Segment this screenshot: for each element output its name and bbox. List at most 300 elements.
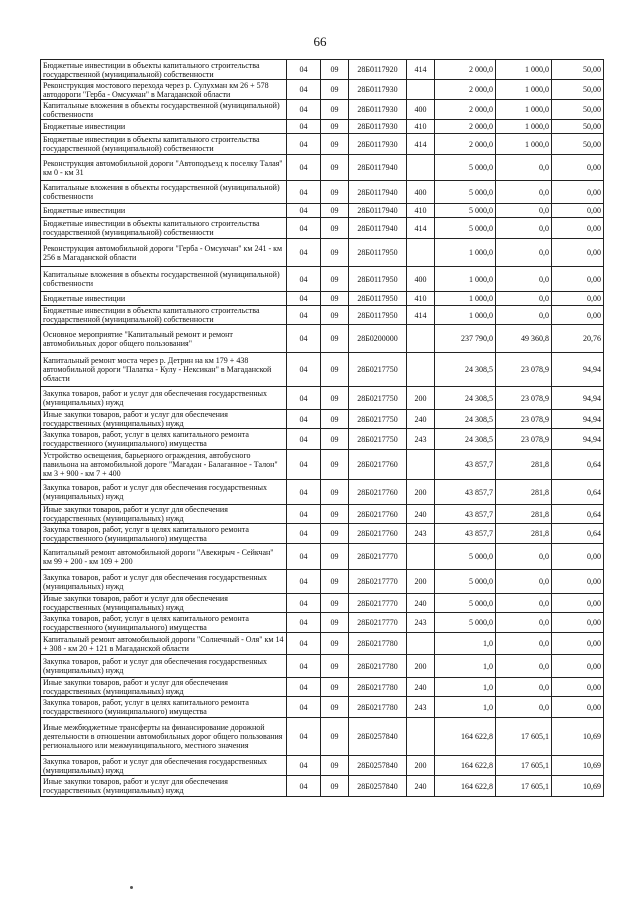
row-section: 04 [287,633,321,655]
row-planned-amount: 5 000,0 [435,181,496,204]
row-percent: 0,00 [552,613,604,633]
table-row [41,267,604,292]
row-name: Закупка товаров, работ и услуг для обеспечения государственных (муниципальных) нужд [41,655,287,678]
row-name: Иные закупки товаров, работ и услуг для обеспечения государственных (муниципальных) нужд [41,776,287,797]
row-expense-type [407,450,435,480]
row-name: Закупка товаров, работ, услуг в целях капитального ремонта государственного (муниципального) имущества [41,429,287,450]
row-planned-amount: 5 000,0 [435,155,496,181]
row-percent: 0,00 [552,678,604,697]
row-section: 04 [287,387,321,410]
row-subsection: 09 [321,524,349,544]
table-row [41,353,604,387]
row-name: Закупка товаров, работ и услуг для обеспечения государственных (муниципальных) нужд [41,756,287,776]
row-planned-amount: 1 000,0 [435,292,496,306]
table-row [41,181,604,204]
row-expense-type: 414 [407,218,435,239]
row-subsection: 09 [321,60,349,80]
row-percent: 0,64 [552,450,604,480]
table-row [41,292,604,306]
row-percent: 0,00 [552,655,604,678]
table-row [41,697,604,718]
row-name: Капитальные вложения в объекты государственной (муниципальной) собственности [41,100,287,120]
row-percent: 0,00 [552,239,604,267]
table-row [41,155,604,181]
row-section: 04 [287,80,321,100]
row-planned-amount: 2 000,0 [435,134,496,155]
row-target-code: 28Б0217780 [349,655,407,678]
row-target-code: 28Б0217770 [349,544,407,570]
row-expense-type: 240 [407,505,435,524]
row-section: 04 [287,306,321,325]
row-section: 04 [287,204,321,218]
row-target-code: 28Б0217760 [349,524,407,544]
row-planned-amount: 164 622,8 [435,718,496,756]
row-name: Иные закупки товаров, работ и услуг для обеспечения государственных (муниципальных) нужд [41,505,287,524]
row-percent: 20,76 [552,325,604,353]
row-expense-type: 243 [407,697,435,718]
row-expense-type: 400 [407,181,435,204]
row-planned-amount: 5 000,0 [435,594,496,613]
table-row [41,410,604,429]
row-subsection: 09 [321,718,349,756]
row-name: Иные закупки товаров, работ и услуг для обеспечения государственных (муниципальных) нужд [41,678,287,697]
row-planned-amount: 24 308,5 [435,429,496,450]
row-percent: 0,00 [552,181,604,204]
row-section: 04 [287,594,321,613]
row-planned-amount: 5 000,0 [435,613,496,633]
row-expense-type: 243 [407,429,435,450]
row-percent: 0,00 [552,570,604,594]
row-target-code: 28Б0217760 [349,505,407,524]
row-percent: 94,94 [552,429,604,450]
row-section: 04 [287,544,321,570]
row-expense-type: 414 [407,60,435,80]
row-percent: 50,00 [552,120,604,134]
row-planned-amount: 24 308,5 [435,410,496,429]
row-actual-amount: 281,8 [496,505,552,524]
row-subsection: 09 [321,544,349,570]
row-section: 04 [287,267,321,292]
table-row [41,306,604,325]
row-expense-type: 240 [407,776,435,797]
row-subsection: 09 [321,218,349,239]
row-expense-type: 200 [407,655,435,678]
row-percent: 0,00 [552,218,604,239]
row-actual-amount: 0,0 [496,697,552,718]
row-subsection: 09 [321,756,349,776]
row-percent: 0,64 [552,524,604,544]
row-section: 04 [287,655,321,678]
row-percent: 0,00 [552,697,604,718]
row-percent: 0,00 [552,594,604,613]
row-actual-amount: 0,0 [496,292,552,306]
row-actual-amount: 0,0 [496,613,552,633]
row-target-code: 28Б0200000 [349,325,407,353]
table-row [41,756,604,776]
row-subsection: 09 [321,410,349,429]
row-percent: 50,00 [552,60,604,80]
row-target-code: 28Б0217780 [349,678,407,697]
row-planned-amount: 164 622,8 [435,756,496,776]
table-row [41,633,604,655]
row-actual-amount: 0,0 [496,267,552,292]
row-percent: 10,69 [552,718,604,756]
row-section: 04 [287,613,321,633]
row-actual-amount: 281,8 [496,450,552,480]
row-section: 04 [287,697,321,718]
row-planned-amount: 43 857,7 [435,524,496,544]
row-section: 04 [287,353,321,387]
row-actual-amount: 1 000,0 [496,120,552,134]
row-expense-type: 414 [407,134,435,155]
row-actual-amount: 0,0 [496,570,552,594]
scan-speck [130,886,133,889]
row-name: Реконструкция автомобильной дороги "Герба - Омсукчан" км 241 - км 256 в Магаданской области [41,239,287,267]
table-row [41,480,604,505]
row-actual-amount: 1 000,0 [496,80,552,100]
row-section: 04 [287,181,321,204]
row-target-code: 28Б0217780 [349,633,407,655]
row-section: 04 [287,292,321,306]
row-name: Бюджетные инвестиции в объекты капитального строительства государственной (муниципальной) собственности [41,60,287,80]
row-name: Закупка товаров, работ и услуг для обеспечения государственных (муниципальных) нужд [41,570,287,594]
row-subsection: 09 [321,100,349,120]
row-name: Капитальные вложения в объекты государственной (муниципальной) собственности [41,181,287,204]
row-expense-type [407,353,435,387]
row-planned-amount: 237 790,0 [435,325,496,353]
row-actual-amount: 0,0 [496,655,552,678]
table-row [41,218,604,239]
row-percent: 0,00 [552,544,604,570]
row-planned-amount: 1 000,0 [435,239,496,267]
row-percent: 10,69 [552,756,604,776]
row-actual-amount: 23 078,9 [496,429,552,450]
row-name: Закупка товаров, работ, услуг в целях капитального ремонта государственного (муниципального) имущества [41,697,287,718]
row-subsection: 09 [321,633,349,655]
row-actual-amount: 0,0 [496,204,552,218]
row-target-code: 28Б0117940 [349,155,407,181]
row-expense-type: 243 [407,613,435,633]
table-row [41,678,604,697]
row-subsection: 09 [321,204,349,218]
row-actual-amount: 23 078,9 [496,410,552,429]
row-subsection: 09 [321,429,349,450]
table-row [41,594,604,613]
table-row [41,80,604,100]
table-row [41,325,604,353]
row-percent: 94,94 [552,387,604,410]
row-planned-amount: 43 857,7 [435,505,496,524]
row-planned-amount: 1,0 [435,633,496,655]
row-subsection: 09 [321,387,349,410]
row-actual-amount: 1 000,0 [496,134,552,155]
row-name: Иные закупки товаров, работ и услуг для обеспечения государственных (муниципальных) нужд [41,594,287,613]
row-subsection: 09 [321,594,349,613]
row-subsection: 09 [321,353,349,387]
row-section: 04 [287,60,321,80]
row-subsection: 09 [321,570,349,594]
row-percent: 0,00 [552,155,604,181]
row-subsection: 09 [321,239,349,267]
row-expense-type: 410 [407,120,435,134]
row-actual-amount: 0,0 [496,678,552,697]
row-name: Основное мероприятие "Капитальный ремонт и ремонт автомобильных дорог общего пользования" [41,325,287,353]
row-target-code: 28Б0257840 [349,718,407,756]
row-planned-amount: 1 000,0 [435,306,496,325]
row-planned-amount: 2 000,0 [435,60,496,80]
table-row [41,387,604,410]
row-percent: 50,00 [552,100,604,120]
row-subsection: 09 [321,655,349,678]
row-actual-amount: 0,0 [496,218,552,239]
row-target-code: 28Б0217780 [349,697,407,718]
row-percent: 0,00 [552,292,604,306]
row-actual-amount: 23 078,9 [496,387,552,410]
row-target-code: 28Б0217770 [349,570,407,594]
row-target-code: 28Б0117950 [349,292,407,306]
row-section: 04 [287,218,321,239]
row-target-code: 28Б0217760 [349,480,407,505]
row-expense-type: 200 [407,480,435,505]
row-name: Закупка товаров, работ и услуг для обеспечения государственных (муниципальных) нужд [41,387,287,410]
row-actual-amount: 0,0 [496,181,552,204]
row-expense-type: 240 [407,678,435,697]
row-actual-amount: 0,0 [496,633,552,655]
row-target-code: 28Б0117950 [349,239,407,267]
row-target-code: 28Б0217750 [349,410,407,429]
row-actual-amount: 49 360,8 [496,325,552,353]
row-subsection: 09 [321,267,349,292]
row-target-code: 28Б0217750 [349,429,407,450]
table-row [41,204,604,218]
row-expense-type [407,544,435,570]
row-actual-amount: 0,0 [496,544,552,570]
row-actual-amount: 23 078,9 [496,353,552,387]
row-subsection: 09 [321,292,349,306]
row-section: 04 [287,756,321,776]
row-percent: 50,00 [552,80,604,100]
row-target-code: 28Б0117930 [349,134,407,155]
row-section: 04 [287,570,321,594]
row-target-code: 28Б0217770 [349,594,407,613]
row-expense-type: 240 [407,410,435,429]
row-actual-amount: 17 605,1 [496,756,552,776]
table-row [41,120,604,134]
row-target-code: 28Б0117940 [349,204,407,218]
row-subsection: 09 [321,776,349,797]
row-planned-amount: 2 000,0 [435,80,496,100]
row-planned-amount: 2 000,0 [435,120,496,134]
row-percent: 0,64 [552,505,604,524]
row-target-code: 28Б0117930 [349,120,407,134]
row-section: 04 [287,100,321,120]
row-subsection: 09 [321,181,349,204]
row-percent: 94,94 [552,353,604,387]
row-name: Бюджетные инвестиции в объекты капитального строительства государственной (муниципальной) собственности [41,306,287,325]
row-planned-amount: 1 000,0 [435,267,496,292]
row-target-code: 28Б0217750 [349,353,407,387]
row-name: Иные закупки товаров, работ и услуг для обеспечения государственных (муниципальных) нужд [41,410,287,429]
row-expense-type: 400 [407,267,435,292]
row-name: Бюджетные инвестиции [41,204,287,218]
row-expense-type: 414 [407,306,435,325]
row-actual-amount: 1 000,0 [496,60,552,80]
table-row [41,570,604,594]
row-subsection: 09 [321,134,349,155]
row-name: Бюджетные инвестиции в объекты капитального строительства государственной (муниципальной) собственности [41,218,287,239]
row-name: Бюджетные инвестиции [41,120,287,134]
row-planned-amount: 1,0 [435,697,496,718]
budget-table [40,59,604,797]
table-row [41,450,604,480]
row-subsection: 09 [321,613,349,633]
row-target-code: 28Б0117940 [349,218,407,239]
table-row [41,613,604,633]
row-actual-amount: 17 605,1 [496,776,552,797]
row-percent: 10,69 [552,776,604,797]
row-section: 04 [287,505,321,524]
table-row [41,718,604,756]
row-planned-amount: 1,0 [435,655,496,678]
row-subsection: 09 [321,450,349,480]
row-name: Устройство освещения, барьерного ограждения, автобусного павильона на автомобильной дороге "Магадан - Балаганное - Талон" км 3 + 900 - км 7 + 400 [41,450,287,480]
row-section: 04 [287,239,321,267]
row-subsection: 09 [321,325,349,353]
row-name: Капитальные вложения в объекты государственной (муниципальной) собственности [41,267,287,292]
row-planned-amount: 43 857,7 [435,450,496,480]
row-target-code: 28Б0117920 [349,60,407,80]
row-actual-amount: 1 000,0 [496,100,552,120]
table-row [41,134,604,155]
row-target-code: 28Б0117950 [349,267,407,292]
row-subsection: 09 [321,505,349,524]
row-percent: 0,00 [552,204,604,218]
row-subsection: 09 [321,480,349,505]
row-subsection: 09 [321,306,349,325]
table-row [41,100,604,120]
table-row [41,239,604,267]
row-planned-amount: 24 308,5 [435,387,496,410]
row-name: Капитальный ремонт автомобильной дороги "Солнечный - Оля" км 14 + 308 - км 20 + 121 в Магаданской области [41,633,287,655]
row-percent: 0,64 [552,480,604,505]
row-subsection: 09 [321,80,349,100]
table-row [41,655,604,678]
row-expense-type: 410 [407,292,435,306]
row-section: 04 [287,450,321,480]
page-number: 66 [313,34,327,49]
row-actual-amount: 0,0 [496,594,552,613]
row-section: 04 [287,325,321,353]
row-name: Капитальный ремонт автомобильной дороги "Авекирыч - Сейкчан" км 99 + 200 - км 109 + 200 [41,544,287,570]
row-actual-amount: 0,0 [496,239,552,267]
row-target-code: 28Б0217760 [349,450,407,480]
row-target-code: 28Б0117930 [349,80,407,100]
row-planned-amount: 24 308,5 [435,353,496,387]
row-section: 04 [287,678,321,697]
row-section: 04 [287,134,321,155]
row-subsection: 09 [321,697,349,718]
row-target-code: 28Б0117940 [349,181,407,204]
row-actual-amount: 281,8 [496,524,552,544]
row-percent: 0,00 [552,267,604,292]
row-planned-amount: 43 857,7 [435,480,496,505]
row-target-code: 28Б0217750 [349,387,407,410]
row-expense-type: 243 [407,524,435,544]
row-planned-amount: 2 000,0 [435,100,496,120]
row-expense-type: 200 [407,570,435,594]
row-percent: 94,94 [552,410,604,429]
row-section: 04 [287,155,321,181]
table-row [41,505,604,524]
row-actual-amount: 0,0 [496,306,552,325]
row-percent: 0,00 [552,306,604,325]
row-expense-type: 240 [407,594,435,613]
row-section: 04 [287,120,321,134]
row-planned-amount: 5 000,0 [435,570,496,594]
row-name: Закупка товаров, работ и услуг для обеспечения государственных (муниципальных) нужд [41,480,287,505]
table-row [41,429,604,450]
table-row [41,776,604,797]
row-expense-type [407,633,435,655]
table-row [41,544,604,570]
row-expense-type: 200 [407,756,435,776]
row-planned-amount: 5 000,0 [435,544,496,570]
row-percent: 0,00 [552,633,604,655]
row-target-code: 28Б0257840 [349,756,407,776]
row-name: Иные межбюджетные трансферты на финансирование дорожной деятельности в отношении автомобильных дорог общего пользования регионального или межмуниципального, местного значения [41,718,287,756]
row-section: 04 [287,524,321,544]
row-target-code: 28Б0217770 [349,613,407,633]
row-planned-amount: 1,0 [435,678,496,697]
row-subsection: 09 [321,120,349,134]
row-target-code: 28Б0117930 [349,100,407,120]
row-section: 04 [287,480,321,505]
row-planned-amount: 5 000,0 [435,218,496,239]
row-expense-type: 400 [407,100,435,120]
row-section: 04 [287,429,321,450]
row-name: Реконструкция мостового перехода через р. Сулухман км 26 + 578 автодороги "Герба - Омсукчан" в Магаданской области [41,80,287,100]
row-name: Закупка товаров, работ, услуг в целях капитального ремонта государственного (муниципального) имущества [41,613,287,633]
row-expense-type [407,718,435,756]
row-expense-type [407,325,435,353]
row-actual-amount: 281,8 [496,480,552,505]
row-name: Бюджетные инвестиции в объекты капитального строительства государственной (муниципальной) собственности [41,134,287,155]
row-name: Капитальный ремонт моста через р. Детрин на км 179 + 438 автомобильной дороги "Палатка - Кулу - Нексикан" в Магаданской области [41,353,287,387]
row-target-code: 28Б0117950 [349,306,407,325]
row-expense-type [407,80,435,100]
row-subsection: 09 [321,155,349,181]
row-expense-type [407,239,435,267]
row-actual-amount: 17 605,1 [496,718,552,756]
row-planned-amount: 5 000,0 [435,204,496,218]
row-name: Бюджетные инвестиции [41,292,287,306]
row-subsection: 09 [321,678,349,697]
row-planned-amount: 164 622,8 [435,776,496,797]
table-row [41,524,604,544]
row-expense-type: 200 [407,387,435,410]
row-section: 04 [287,410,321,429]
row-expense-type: 410 [407,204,435,218]
row-actual-amount: 0,0 [496,155,552,181]
row-section: 04 [287,718,321,756]
table-row [41,60,604,80]
row-section: 04 [287,776,321,797]
row-name: Закупка товаров, работ, услуг в целях капитального ремонта государственного (муниципального) имущества [41,524,287,544]
row-name: Реконструкция автомобильной дороги "Автоподъезд к поселку Талая" км 0 - км 31 [41,155,287,181]
row-percent: 50,00 [552,134,604,155]
row-expense-type [407,155,435,181]
row-target-code: 28Б0257840 [349,776,407,797]
